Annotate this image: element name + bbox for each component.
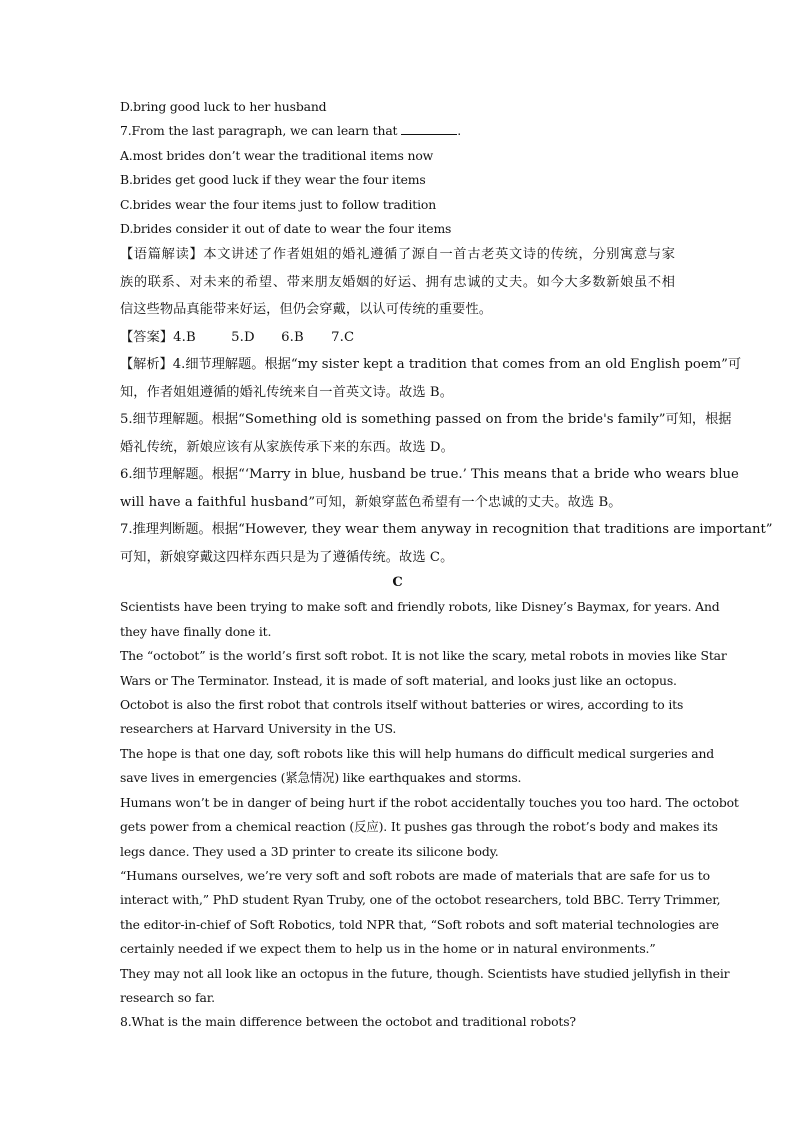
analysis-line: 知，作者姐姐遵循的婚礼传统来自一首英文诗。故选 B。 (120, 384, 453, 400)
q7-option-d: D.brides consider it out of date to wear the four items (120, 221, 452, 237)
section-heading: C (392, 575, 403, 591)
document-page (120, 95, 773, 1035)
passage-line: interact with,” PhD student Ryan Truby, one of the octobot researchers, told BBC. Terry Trimmer, (120, 892, 721, 908)
answer-item: 5.D (231, 329, 255, 345)
q7-stem (120, 119, 675, 143)
passage-line: Wars or The Terminator. Instead, it is made of soft material, and looks just like an octopus. (120, 672, 677, 688)
interpretation-line: 信这些物品真能带来好运，但仍会穿戴，以认可传统的重要性。 (120, 302, 493, 318)
q7-stem-text: 7.From the last paragraph, we can learn that (120, 123, 398, 139)
passage-line: Humans won’t be in danger of being hurt if the robot accidentally touches you too hard. The octobot (120, 794, 739, 810)
passage-line: They may not all look like an octopus in the future, though. Scientists have studied jellyfish in their (120, 965, 730, 981)
answer-blank (401, 123, 457, 135)
answer-key (120, 324, 675, 352)
passage-line: Scientists have been trying to make soft and friendly robots, like Disney’s Baymax, for years. And (120, 599, 720, 615)
analysis-line: will have a faithful husband”可知，新娘穿蓝色希望有一个忠诚的丈夫。故选 B。 (120, 494, 622, 510)
analysis-line: 6.细节理解题。根据“‘Marry in blue, husband be true.’ This means that a bride who wears blue (120, 467, 739, 483)
passage-line: The hope is that one day, soft robots like this will help humans do difficult medical surgeries and (120, 745, 715, 761)
passage-line: they have finally done it. (120, 623, 272, 639)
passage-line: research so far. (120, 989, 215, 1005)
passage-line: Octobot is also the first robot that controls itself without batteries or wires, according to its (120, 697, 684, 713)
answer-item: 6.B (281, 329, 304, 345)
q7-option-c: C.brides wear the four items just to follow tradition (120, 196, 437, 212)
analysis-line: 【解析】4.细节理解题。根据“my sister kept a tradition that comes from an old English poem”可 (120, 357, 742, 373)
passage-line: researchers at Harvard University in the US. (120, 721, 397, 737)
q7-stem-end: . (457, 123, 461, 139)
passage-line: gets power from a chemical reaction (反应). It pushes gas through the robot’s body and makes its (120, 819, 718, 835)
passage-line: save lives in emergencies (紧急情况) like earthquakes and storms. (120, 770, 522, 786)
q7-option-a: A.most brides don’t wear the traditional items now (120, 147, 434, 163)
q6-option-d: D.bring good luck to her husband (120, 99, 327, 114)
q7-option-b: B.brides get good luck if they wear the four items (120, 172, 426, 188)
passage-line: legs dance. They used a 3D printer to create its silicone body. (120, 843, 499, 859)
passage-line: certainly needed if we expect them to help us in the home or in natural environments.” (120, 941, 656, 957)
passage-line: the editor-in-chief of Soft Robotics, told NPR that, “Soft robots and soft material technologies are (120, 916, 719, 932)
interpretation-line: 【语篇解读】本文讲述了作者姐姐的婚礼遵循了源自一首古老英文诗的传统，分别寓意与家 (120, 247, 675, 263)
analysis-line: 可知，新娘穿戴这四样东西只是为了遵循传统。故选 C。 (120, 549, 454, 565)
passage-line: “Humans ourselves, we’re very soft and soft robots are made of materials that are safe for us to (120, 867, 710, 883)
q8-stem: 8.What is the main difference between the octobot and traditional robots? (120, 1014, 576, 1030)
answer-item: 4.B (173, 329, 196, 345)
analysis-line: 婚礼传统，新娘应该有从家族传承下来的东西。故选 D。 (120, 439, 454, 455)
analysis-line: 5.细节理解题。根据“Something old is something passed on from the bride's family”可知，根据 (120, 412, 732, 428)
analysis-line: 7.推理判断题。根据“However, they wear them anyway in recognition that traditions are important” (120, 522, 773, 538)
answer-label: 【答案】 (120, 329, 174, 345)
interpretation-line: 族的联系、对未来的希望、带来朋友婚姻的好运、拥有忠诚的丈夫。如今大多数新娘虽不相 (120, 274, 675, 290)
passage-line: The “octobot” is the world’s first soft robot. It is not like the scary, metal robots in movies like Star (120, 648, 727, 664)
answer-item: 7.C (331, 329, 355, 345)
